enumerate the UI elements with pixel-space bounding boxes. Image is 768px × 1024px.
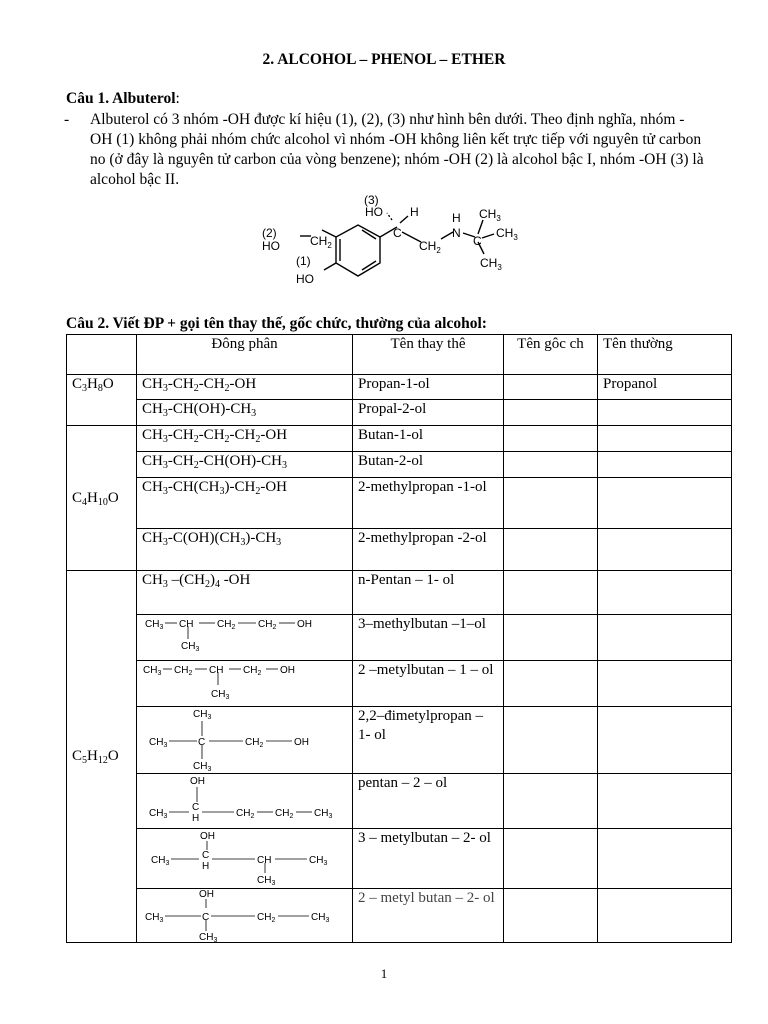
- svg-text:C: C: [192, 802, 200, 813]
- svg-text:CH: CH: [179, 619, 194, 630]
- label-3: (3): [364, 193, 379, 207]
- ch3-b: $CH_3$: [496, 226, 518, 242]
- table-row: [67, 661, 732, 707]
- common-name-cell: [598, 426, 732, 452]
- ch2-b: $CH_2$: [419, 239, 441, 255]
- radical-name-cell: [504, 615, 598, 661]
- name-cell: 2 –metylbutan – 1 – ol: [353, 661, 504, 707]
- svg-text:OH: OH: [200, 831, 215, 842]
- structure-2-methylbutan-1-ol: [137, 661, 353, 707]
- radical-name-cell: [504, 478, 598, 529]
- svg-text:CH3: $CH_3$: [145, 912, 164, 924]
- name-cell: 2,2–đimetylpropan – 1- ol: [353, 707, 504, 774]
- common-name-cell: [598, 529, 732, 571]
- table-row: [67, 529, 732, 571]
- svg-text:CH2: $CH_2$: [258, 619, 277, 631]
- structure-2-methylbutan-2-ol: [137, 889, 353, 943]
- table-row: [67, 400, 732, 426]
- radical-name-cell: [504, 571, 598, 615]
- svg-text:CH3: $CH_3$: [257, 875, 276, 887]
- name-cell: n-Pentan – 1- ol: [353, 571, 504, 615]
- common-name-cell: [598, 571, 732, 615]
- common-name-cell: [598, 615, 732, 661]
- table-row: [67, 452, 732, 478]
- radical-name-cell: [504, 661, 598, 707]
- formula-cell: $CH_3-CH(OH)-CH_3$: [137, 400, 353, 426]
- table-row: [67, 426, 732, 452]
- table-row: [67, 889, 732, 943]
- radical-name-cell: [504, 426, 598, 452]
- svg-text:CH3: $CH_3$: [181, 641, 200, 653]
- svg-text:CH2: $CH_2$: [243, 665, 262, 677]
- svg-text:OH: OH: [294, 737, 309, 748]
- svg-text:CH3: $CH_3$: [193, 709, 212, 721]
- name-cell: Propal-2-ol: [353, 400, 504, 426]
- isomer-table: [66, 334, 732, 943]
- chiral-c: C: [393, 226, 402, 240]
- svg-text:CH3: $CH_3$: [151, 855, 170, 867]
- radical-name-cell: [504, 375, 598, 400]
- question-1-paragraph: [64, 110, 704, 190]
- label-2: (2): [262, 226, 277, 240]
- radical-name-cell: [504, 774, 598, 829]
- svg-text:OH: OH: [199, 889, 214, 900]
- svg-text:H: H: [202, 861, 210, 872]
- name-cell: Propan-1-ol: [353, 375, 504, 400]
- name-cell: 3 – metylbutan – 2- ol: [353, 829, 504, 889]
- name-cell: pentan – 2 – ol: [353, 774, 504, 829]
- bullet-dash: -: [64, 111, 70, 128]
- header-isomer: Đông phân: [137, 335, 353, 375]
- group-c5h12o: $C_5H_{12}O$: [67, 571, 137, 943]
- svg-text:CH3: $CH_3$: [193, 761, 212, 773]
- radical-name-cell: [504, 829, 598, 889]
- formula-cell: $CH_3-CH_2-CH_2-CH_2-OH$: [137, 426, 353, 452]
- name-cell: Butan-1-ol: [353, 426, 504, 452]
- radical-name-cell: [504, 707, 598, 774]
- formula-cell: $CH_3-CH_2-CH_2-OH$: [137, 375, 353, 400]
- ho-3: HO: [365, 205, 383, 219]
- question-1-heading: Câu 1. Albuterol:: [66, 90, 180, 107]
- header-common-name: Tên thường: [598, 335, 732, 375]
- svg-text:C: C: [198, 737, 206, 748]
- structure-pentan-2-ol: [137, 774, 353, 829]
- svg-text:OH: OH: [190, 776, 205, 787]
- group-c4h10o: $C_4H_{10}O$: [67, 426, 137, 571]
- svg-text:CH3: $CH_3$: [143, 665, 162, 677]
- structure-3-methylbutan-1-ol: [137, 615, 353, 661]
- svg-text:OH: OH: [280, 665, 295, 676]
- svg-text:CH3: $CH_3$: [309, 855, 328, 867]
- radical-name-cell: [504, 400, 598, 426]
- svg-text:H: H: [192, 813, 200, 824]
- common-name-cell: [598, 829, 732, 889]
- albuterol-structure: [256, 190, 526, 300]
- nh-n: N: [452, 226, 461, 240]
- h-atom: H: [410, 205, 419, 219]
- name-cell: 2-methylpropan -1-ol: [353, 478, 504, 529]
- common-name-cell: [598, 889, 732, 943]
- header-empty: [67, 335, 137, 375]
- radical-name-cell: [504, 889, 598, 943]
- table-row: [67, 615, 732, 661]
- name-cell: Butan-2-ol: [353, 452, 504, 478]
- common-name-cell: [598, 774, 732, 829]
- header-radical-name: Tên gôc ch: [504, 335, 598, 375]
- ch2-a: $CH_2$: [310, 234, 332, 250]
- common-name-cell: [598, 707, 732, 774]
- formula-cell: $CH_3$ $-(CH_2)_4$ -OH: [137, 571, 353, 615]
- ch3-c: $CH_3$: [480, 256, 502, 272]
- table-row: [67, 478, 732, 529]
- svg-text:CH2: $CH_2$: [217, 619, 236, 631]
- svg-text:CH3: $CH_3$: [149, 737, 168, 749]
- quaternary-c: C: [473, 234, 482, 248]
- structure-2-2-dimethylpropan-1-ol: [137, 707, 353, 774]
- structure-3-methylbutan-2-ol: [137, 829, 353, 889]
- common-name-cell: [598, 478, 732, 529]
- svg-text:CH3: $CH_3$: [314, 808, 333, 820]
- radical-name-cell: [504, 452, 598, 478]
- page-title: 2. ALCOHOL – PHENOL – ETHER: [262, 51, 506, 68]
- table-row: [67, 571, 732, 615]
- svg-text:CH2: $CH_2$: [275, 808, 294, 820]
- header-substitutive-name: Tên thay thê: [353, 335, 504, 375]
- table-row: [67, 829, 732, 889]
- nh-h: H: [452, 211, 461, 225]
- svg-text:CH3: $CH_3$: [145, 619, 164, 631]
- question-1-label: Câu 1. Albuterol: [66, 90, 176, 107]
- svg-text:CH2: $CH_2$: [245, 737, 264, 749]
- svg-text:CH2: $CH_2$: [236, 808, 255, 820]
- svg-text:OH: OH: [297, 619, 312, 630]
- label-1: (1): [296, 254, 311, 268]
- svg-text:CH2: $CH_2$: [257, 912, 276, 924]
- table-row: [67, 375, 732, 400]
- common-name-cell: [598, 661, 732, 707]
- name-cell: 3–methylbutan –1–ol: [353, 615, 504, 661]
- ho-2: HO: [262, 239, 280, 253]
- name-cell: 2 – metyl butan – 2- ol: [353, 889, 504, 943]
- table-row: [67, 707, 732, 774]
- formula-cell: $CH_3-CH_2-CH(OH)-CH_3$: [137, 452, 353, 478]
- common-name-cell: Propanol: [598, 375, 732, 400]
- ch3-a: $CH_3$: [479, 207, 501, 223]
- ho-1: HO: [296, 272, 314, 286]
- svg-text:CH3: $CH_3$: [311, 912, 330, 924]
- page-number: 1: [380, 966, 388, 981]
- common-name-cell: [598, 452, 732, 478]
- svg-text:CH3: $CH_3$: [211, 689, 230, 701]
- svg-text:C: C: [202, 912, 210, 923]
- common-name-cell: [598, 400, 732, 426]
- table-header-row: [67, 335, 732, 375]
- svg-text:CH3: $CH_3$: [199, 932, 218, 943]
- svg-text:CH3: $CH_3$: [149, 808, 168, 820]
- group-c3h8o: $C_3H_8O$: [67, 375, 137, 426]
- svg-text:CH2: $CH_2$: [174, 665, 193, 677]
- formula-cell: $CH_3-C(OH)(CH_3)-CH_3$: [137, 529, 353, 571]
- name-cell: 2-methylpropan -2-ol: [353, 529, 504, 571]
- svg-text:C: C: [202, 850, 210, 861]
- radical-name-cell: [504, 529, 598, 571]
- svg-text:CH: CH: [257, 855, 272, 866]
- question-1-text: Albuterol có 3 nhóm -OH được kí hiệu (1), (2), (3) như hình bên dưới. Theo định nghĩa, nhóm -OH (1) không phải nhóm chức alcohol vì nhóm -OH không liên kết trực tiếp với nguyên tử carbon no (ở đây là nguyên tử carbon của vòng benzene); nhóm -OH (2) là alcohol bậc I, nhóm -OH (3) là alcohol bậc II.: [90, 111, 704, 188]
- svg-text:CH: CH: [209, 665, 224, 676]
- formula-cell: $CH_3-CH(CH_3)-CH_2-OH$: [137, 478, 353, 529]
- table-row: [67, 774, 732, 829]
- question-2-heading: Câu 2. Viết ĐP + gọi tên thay thế, gốc chức, thường của alcohol:: [66, 315, 487, 332]
